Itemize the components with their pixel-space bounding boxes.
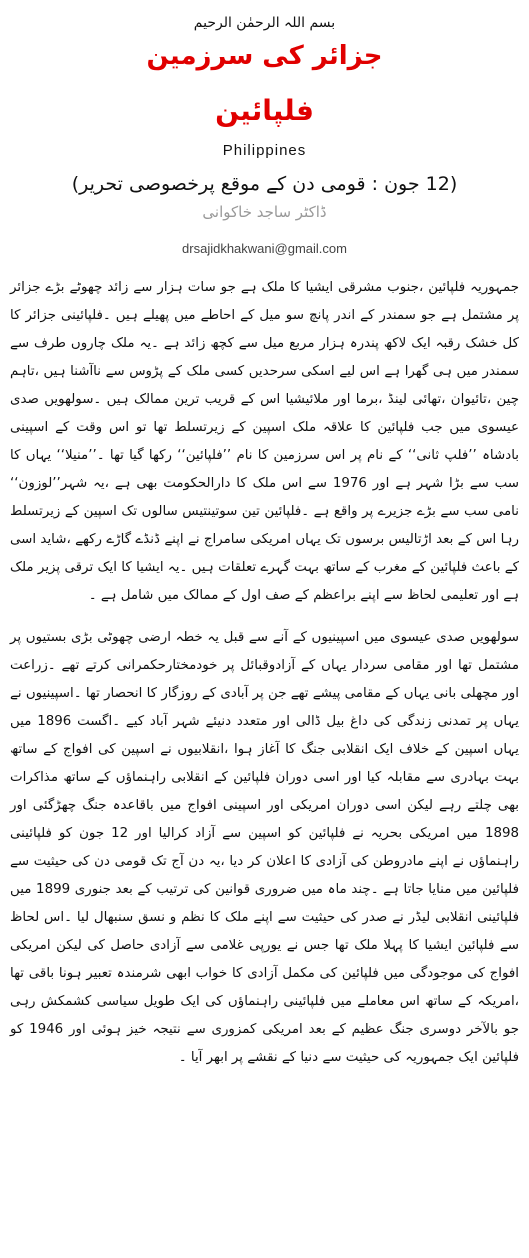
paragraph: جمہوریہ فلپائین ،جنوب مشرقی ایشیا کا ملک ہے جو سات ہزار سے زائد چھوٹے بڑے جزائر پر مشتمل ہے جو سمندر کے اندر پانچ سو میل کے احاطے میں پھیلے ہیں ۔فلپائینی جزائر کا کل خشک رقبہ ایک لاکھ پندرہ ہزار مربع میل سے کچھ زائد ہے ۔یہ ملک چاروں طرف سے سمندر میں ہی گھرا ہے اس لیے اسکی سرحدیں کسی ملک کے پڑوس سے ناآشنا ہیں ،تاہم چین ،تائیوان ،تھائی لینڈ ،برما اور ملائیشیا اس کے قریب ترین ممالک ہیں ۔سولھویں صدی عیسوی میں جب فلپائین کا علاقہ ملک اسپین کے زیرتسلط تھا تو اس وقت کے اسپینی بادشاہ ’’فلپ ثانی‘‘ کے نام پر اس سرزمین کا نام ’’فلپائین‘‘ رکھا گیا تھا ۔’’منیلا‘‘ یہاں کا سب سے بڑا شہر ہے اور 1976 سے اس ملک کا دارالحکومت بھی ہے ،یہ شہر’’لوزون‘‘ نامی سب سے بڑے جزیرے پر واقع ہے ۔فلپائین تین سوتینتیس سالوں تک اسپین کے زیرتسلط رہا اس کے بعد اڑتالیس برسوں تک یہاں امریکی سامراج نے اپنے ڈنڈے گاڑے رکھے ،شاید اسی کے باعث فلپائین کے مغرب کے ساتھ بہت گہرے تعلقات ہیں ۔یہ ایشیا کا ایک ترقی پزیر ملک ہے اور تعلیمی لحاظ سے اپنے براعظم کے صف اول کے ممالک میں شامل ہے ۔ [10, 280, 519, 603]
occasion-note: (12 جون : قومی دن کے موقع پرخصوصی تحریر) [71, 173, 458, 195]
author-name: ڈاکٹر ساجد خاکوانی [202, 203, 327, 221]
paragraph: سولھویں صدی عیسوی میں اسپینیوں کے آنے سے قبل یہ خطہ ارضی چھوٹی بڑی بستیوں پر مشتمل تھا اور مقامی سردار یہاں کے آزادوقبائل پر خودمختارحکمرانی کرتے تھے ۔زراعت اور مچھلی بانی یہاں کے مقامی پیشے تھے جن پر آبادی کے روزگار کا انحصار تھا ۔اسپینیوں نے یہاں پر تمدنی زندگی کی داغ بیل ڈالی اور متعدد دنیئے شہر آباد کیے ۔اگست 1896 میں یہاں اسپین کے خلاف ایک انقلابی جنگ کا آغاز ہوا ،انقلابیوں نے اسپین کی افواج کے ساتھ بہت بہادری سے مقابلہ کیا اور اسی دوران فلپائین کے انقلابی راہنماؤں کے ساتھ مذاکرات بھی چلتے رہے لیکن اسی دوران امریکی اور اسپینی افواج میں باقاعدہ جنگ چھڑگئی اور 1898 میں امریکی بحریہ نے فلپائین کو اسپین سے آزاد کرالیا اور 12 جون کو فلپائینی راہنماؤں نے اپنے مادروطن کی آزادی کا اعلان کر دیا ،یہ دن آج تک قومی دن کی حیثیت سے فلپائین میں منایا جاتا ہے ۔چند ماہ میں ضروری قوانین کی ترتیب کے بعد جنوری 1899 میں فلپائینی انقلابی لیڈر نے صدر کی حیثیت سے اپنے ملک کا نظم و نسق سنبھال لیا ۔اس لحاظ سے فلپائین ایشیا کا پہلا ملک تھا جس نے یورپی غلامی سے آزادی حاصل کی لیکن امریکی افواج کی موجودگی میں فلپائین کی مکمل آزادی کا خواب ابھی شرمندہ تعبیر ہونا باقی تھا ،امریکہ کے ساتھ اس معاملے میں فلپائینی راہنماؤں کی ایک طویل سیاسی کشمکش رہی جو بالآخر دوسری جنگ عظیم کے بعد امریکی کمزوری سے نتیجہ خیز ہوئی اور 1946 کو فلپائین ایک جمہوریہ کی حیثیت سے دنیا کے نقشے پر ابھر آیا ۔ [10, 630, 520, 1065]
english-title: Philippines [222, 142, 307, 159]
author-email[interactable]: drsajidkhakwani@gmail.com [182, 241, 347, 256]
bismillah-heading: بسم اللہ الرحمٰن الرحیم [193, 15, 336, 31]
article-subtitle: فلپائین [215, 94, 314, 127]
article-title: جزائر کی سرزمین [146, 41, 383, 71]
article-body [10, 274, 519, 1072]
